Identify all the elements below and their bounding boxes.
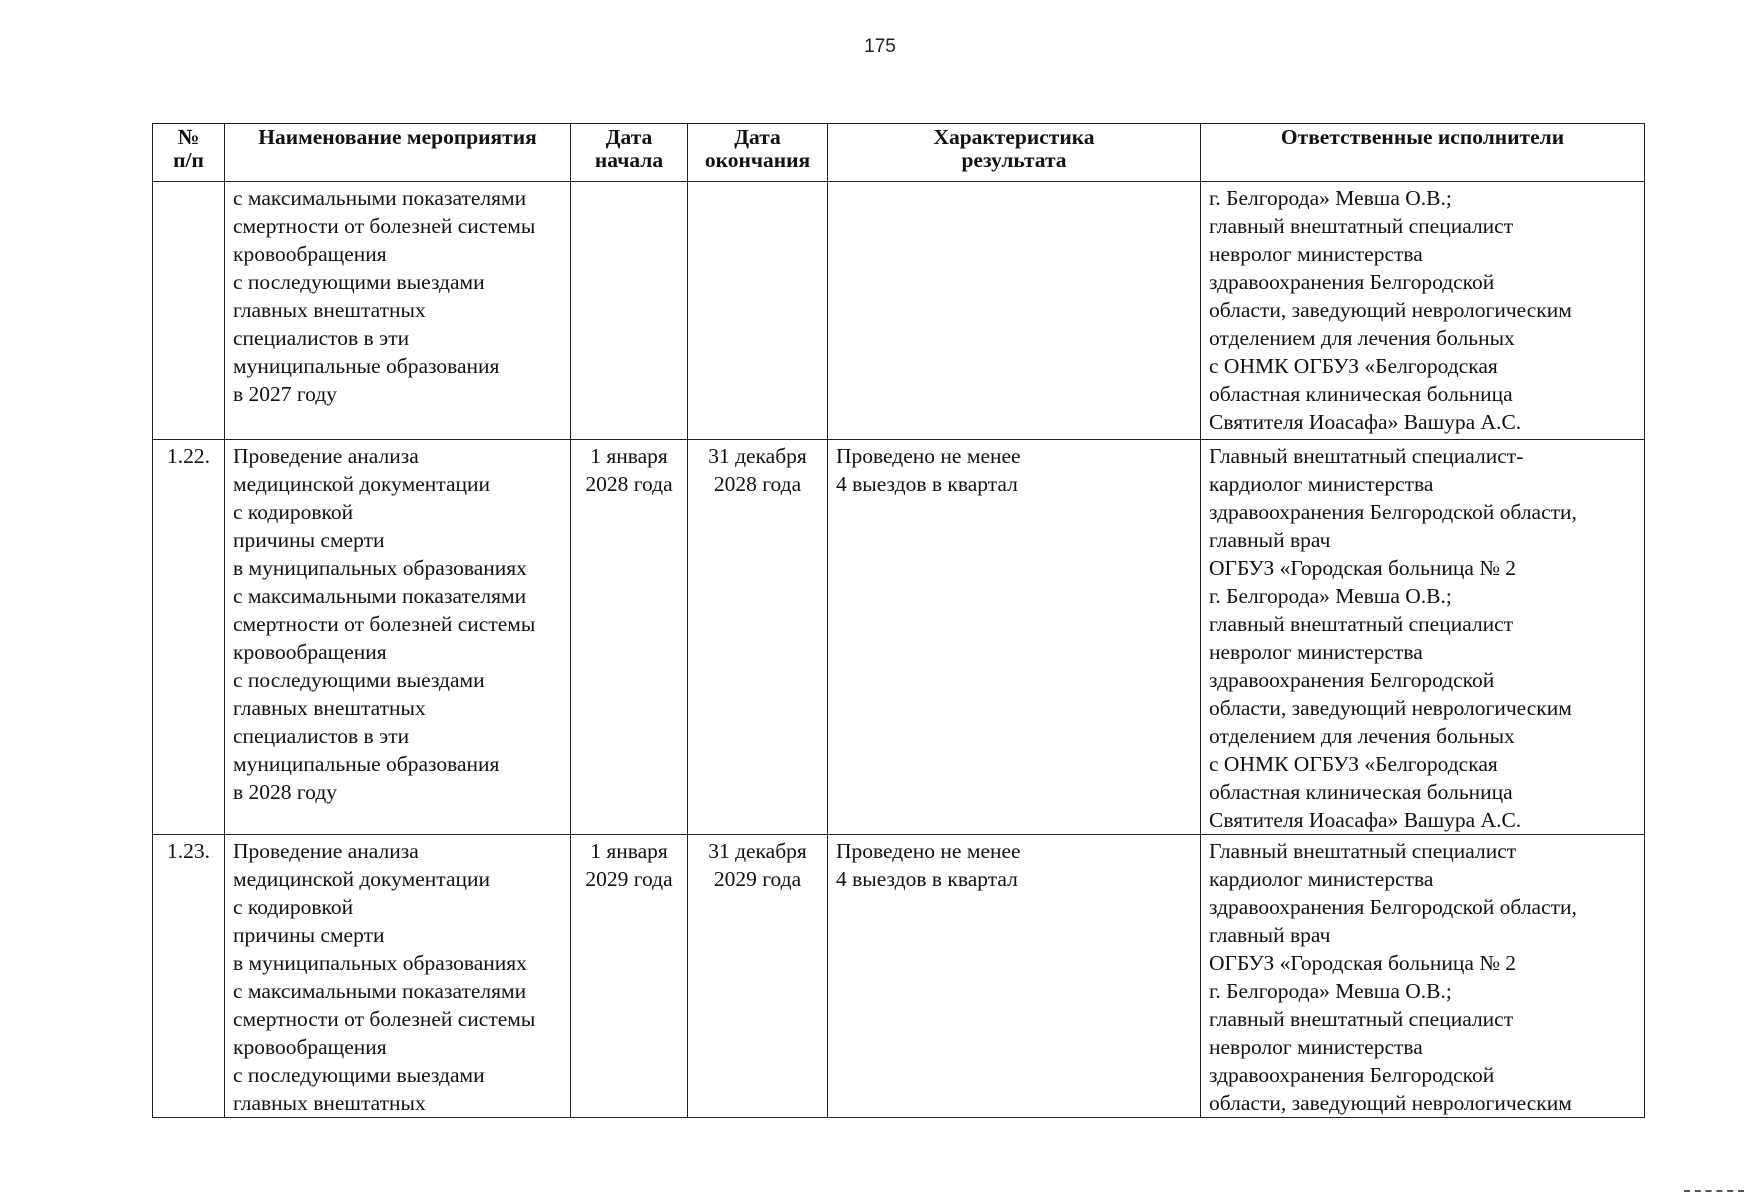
cell-line: Проведение анализа [233, 839, 419, 863]
cell-end-date [688, 182, 828, 440]
table-header-row [153, 124, 1645, 182]
cell-line: Святителя Иоасафа» Вашура А.С. [1209, 410, 1522, 434]
header-number [153, 124, 225, 182]
cell-line: Проведено не менее [836, 444, 1021, 468]
cell-line: здравоохранения Белгородской области, [1209, 500, 1577, 524]
cell-line: здравоохранения Белгородской [1209, 668, 1495, 692]
cell-line: муниципальные образования [233, 752, 500, 776]
cell-line: ОГБУЗ «Городская больница № 2 [1209, 951, 1516, 975]
cell-line: медицинской документации [233, 472, 491, 496]
cell-result [828, 440, 1201, 835]
page-number: 175 [864, 36, 896, 57]
cell-line: кровообращения [233, 640, 387, 664]
cell-line: с кодировкой [233, 500, 354, 524]
cell-activity-name [225, 835, 571, 1118]
cell-line: с максимальными показателями [233, 584, 527, 608]
cell-line: с последующими выездами [233, 270, 485, 294]
cell-responsible [1201, 440, 1645, 835]
cell-line: Главный внештатный специалист- [1209, 444, 1524, 468]
table-row [153, 440, 1645, 835]
cell-line: причины смерти [233, 528, 385, 552]
cell-line: главных внештатных [233, 298, 426, 322]
cell-line: 2029 года [585, 867, 673, 891]
cell-line: главный внештатный специалист [1209, 1007, 1514, 1031]
header-line: Наименование мероприятия [258, 125, 537, 149]
cell-end-date [688, 440, 828, 835]
header-line: окончания [704, 148, 811, 172]
cell-line: главных внештатных [233, 1091, 426, 1115]
cell-start-date [571, 835, 688, 1118]
cell-responsible [1201, 835, 1645, 1118]
cell-line: смертности от болезней системы [233, 214, 536, 238]
cell-number: 1.22. [153, 440, 225, 835]
cell-line: 1 января [590, 444, 668, 468]
cell-line: с максимальными показателями [233, 979, 527, 1003]
cell-line: Святителя Иоасафа» Вашура А.С. [1209, 808, 1522, 832]
cell-number [153, 182, 225, 440]
cell-line: главный внештатный специалист [1209, 612, 1514, 636]
header-line: п/п [173, 148, 204, 172]
header-end-date [688, 124, 828, 182]
cell-start-date [571, 182, 688, 440]
activities-table [152, 123, 1645, 1118]
cell-line: области, заведующий неврологическим [1209, 298, 1572, 322]
cell-line: кровообращения [233, 1035, 387, 1059]
cell-line: специалистов в эти [233, 326, 410, 350]
cell-line: главных внештатных [233, 696, 426, 720]
header-line: результата [961, 148, 1067, 172]
table-body [153, 182, 1645, 1118]
cell-line: областная клиническая больница [1209, 382, 1513, 406]
cell-line: смертности от болезней системы [233, 1007, 536, 1031]
cell-line: 4 выездов в квартал [836, 472, 1018, 496]
cell-line: г. Белгорода» Мевша О.В.; [1209, 186, 1452, 210]
cell-line: Проведение анализа [233, 444, 419, 468]
cell-line: главный внештатный специалист [1209, 214, 1514, 238]
cell-line: ОГБУЗ «Городская больница № 2 [1209, 556, 1516, 580]
cell-line: 31 декабря [708, 839, 807, 863]
cell-line: специалистов в эти [233, 724, 410, 748]
cell-line: медицинской документации [233, 867, 491, 891]
cell-line: 2028 года [713, 472, 802, 496]
cell-line: невролог министерства [1209, 640, 1423, 664]
cell-line: области, заведующий неврологическим [1209, 696, 1572, 720]
cell-line: здравоохранения Белгородской [1209, 1063, 1495, 1087]
cell-line: здравоохранения Белгородской области, [1209, 895, 1577, 919]
table-row [153, 835, 1645, 1118]
cell-line: невролог министерства [1209, 242, 1423, 266]
cell-line: с кодировкой [233, 895, 354, 919]
header-line: начала [594, 148, 664, 172]
cell-line: Главный внештатный специалист [1209, 839, 1517, 863]
header-line: Характеристика [933, 125, 1095, 149]
cell-line: невролог министерства [1209, 1035, 1423, 1059]
cell-activity-name [225, 182, 571, 440]
header-start-date [571, 124, 688, 182]
cell-line: областная клиническая больница [1209, 780, 1513, 804]
cell-line: главный врач [1209, 528, 1331, 552]
cell-line: кардиолог министерства [1209, 867, 1434, 891]
cell-line: в муниципальных образованиях [233, 556, 527, 580]
cell-line: 31 декабря [708, 444, 807, 468]
cell-line: г. Белгорода» Мевша О.В.; [1209, 979, 1452, 1003]
cell-line: отделением для лечения больных [1209, 326, 1515, 350]
cell-line: области, заведующий неврологическим [1209, 1091, 1572, 1115]
header-line: Ответственные исполнители [1280, 125, 1565, 149]
cell-line: г. Белгорода» Мевша О.В.; [1209, 584, 1452, 608]
cell-line: с последующими выездами [233, 1063, 485, 1087]
cell-number: 1.23. [153, 835, 225, 1118]
cell-line: с последующими выездами [233, 668, 485, 692]
cell-line: главный врач [1209, 923, 1331, 947]
cell-line: кровообращения [233, 242, 387, 266]
cell-line: смертности от болезней системы [233, 612, 536, 636]
cell-end-date [688, 835, 828, 1118]
cell-line: 2029 года [713, 867, 802, 891]
cell-line: здравоохранения Белгородской [1209, 270, 1495, 294]
header-responsible [1201, 124, 1645, 182]
cell-line: кардиолог министерства [1209, 472, 1434, 496]
header-line: Дата [734, 125, 781, 149]
cell-result [828, 182, 1201, 440]
cell-line: отделением для лечения больных [1209, 724, 1515, 748]
cell-line: 2028 года [585, 472, 673, 496]
scan-edge-mark [1684, 1190, 1744, 1192]
cell-line: в 2027 году [233, 382, 338, 406]
header-line: № [177, 125, 200, 149]
cell-line: в 2028 году [233, 780, 338, 804]
cell-line: 1 января [590, 839, 668, 863]
cell-line: в муниципальных образованиях [233, 951, 527, 975]
header-name [225, 124, 571, 182]
cell-line: причины смерти [233, 923, 385, 947]
table-row [153, 182, 1645, 440]
cell-line: с максимальными показателями [233, 186, 527, 210]
header-line: Дата [605, 125, 653, 149]
cell-line: муниципальные образования [233, 354, 500, 378]
cell-line: с ОНМК ОГБУЗ «Белгородская [1209, 354, 1498, 378]
cell-line: с ОНМК ОГБУЗ «Белгородская [1209, 752, 1498, 776]
header-result [828, 124, 1201, 182]
cell-result [828, 835, 1201, 1118]
cell-line: 4 выездов в квартал [836, 867, 1018, 891]
cell-activity-name [225, 440, 571, 835]
cell-start-date [571, 440, 688, 835]
cell-line: Проведено не менее [836, 839, 1021, 863]
cell-responsible [1201, 182, 1645, 440]
